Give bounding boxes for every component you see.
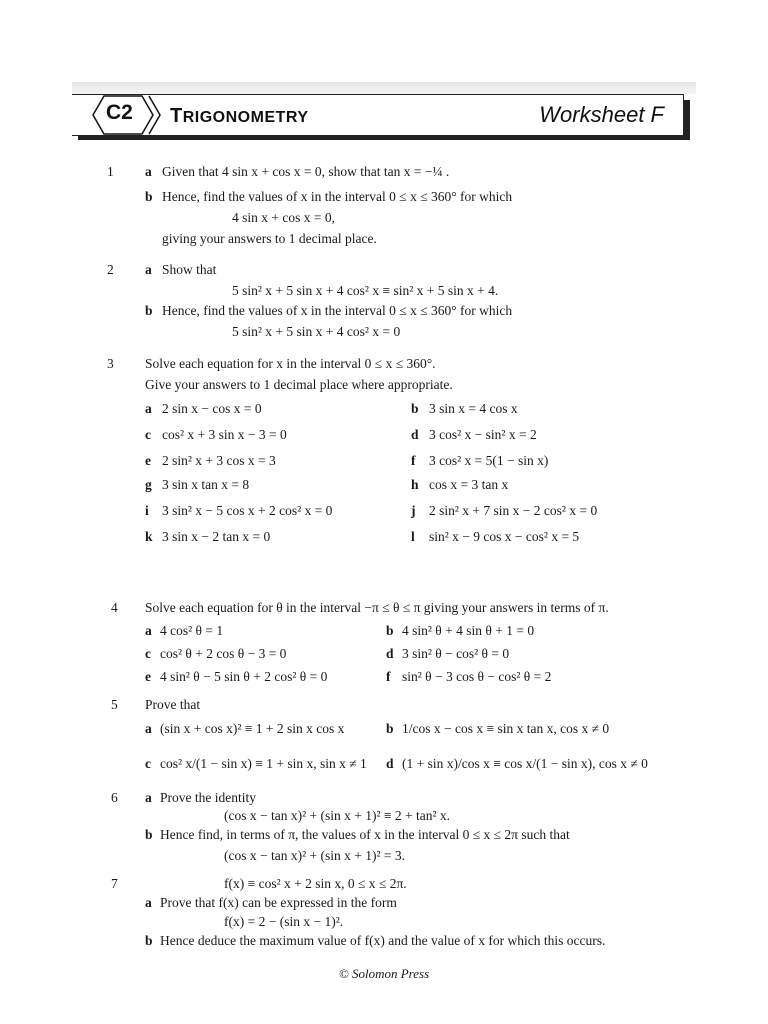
- line-q6: 6: [111, 790, 118, 805]
- line-q5a_l: a: [145, 721, 152, 736]
- line-q7a_eq: f(x) = 2 − (sin x − 1)².: [224, 914, 344, 929]
- line-q3h: cos x = 3 tan x: [429, 477, 509, 492]
- line-q5c: cos² x/(1 − sin x) ≡ 1 + sin x, sin x ≠ 1: [160, 756, 367, 771]
- line-q6a: Prove the identity: [160, 790, 256, 805]
- line-q1b_eq: 4 sin x + cos x = 0,: [232, 210, 335, 225]
- line-q4_t: Solve each equation for θ in the interval −π ≤ θ ≤ π giving your answers in terms of π.: [145, 600, 609, 615]
- line-q5d_l: d: [386, 756, 394, 771]
- line-q3i_l: i: [145, 503, 149, 518]
- line-q3i: 3 sin² x − 5 cos x + 2 cos² x = 0: [162, 503, 333, 518]
- line-q3f_l: f: [411, 453, 416, 468]
- line-q4f_l: f: [386, 669, 391, 684]
- line-q3h_l: h: [411, 477, 419, 492]
- line-q3j_l: j: [411, 503, 416, 518]
- line-q3: 3: [107, 356, 114, 371]
- line-q1b_2: giving your answers to 1 decimal place.: [162, 231, 377, 246]
- line-q2a_eq: 5 sin² x + 5 sin x + 4 cos² x ≡ sin² x + 5 sin x + 4.: [232, 283, 499, 298]
- line-q4b_l: b: [386, 623, 394, 638]
- line-q5c_l: c: [145, 756, 151, 771]
- line-q1b: Hence, find the values of x in the interval 0 ≤ x ≤ 360° for which: [162, 189, 513, 204]
- line-q3d_l: d: [411, 427, 419, 442]
- line-q4d: 3 sin² θ − cos² θ = 0: [402, 646, 510, 661]
- line-q7_eq: f(x) ≡ cos² x + 2 sin x, 0 ≤ x ≤ 2π.: [224, 876, 407, 891]
- line-q6a_eq: (cos x − tan x)² + (sin x + 1)² ≡ 2 + tan² x.: [224, 808, 451, 823]
- line-q5b_l: b: [386, 721, 394, 736]
- line-q3j: 2 sin² x + 7 sin x − 2 cos² x = 0: [429, 503, 598, 518]
- line-q3c_l: c: [145, 427, 151, 442]
- line-q4a_l: a: [145, 623, 152, 638]
- line-q3b_l: b: [411, 401, 419, 416]
- line-q3l: sin² x − 9 cos x − cos² x = 5: [429, 529, 580, 544]
- line-q3g: 3 sin x tan x = 8: [162, 477, 250, 492]
- line-q4c: cos² θ + 2 cos θ − 3 = 0: [160, 646, 287, 661]
- line-q3d: 3 cos² x − sin² x = 2: [429, 427, 537, 442]
- header-shadow-bottom: [78, 136, 690, 140]
- line-q1a_l: a: [145, 164, 152, 179]
- line-q3_t1: Solve each equation for x in the interval 0 ≤ x ≤ 360°.: [145, 356, 436, 371]
- line-q4e_l: e: [145, 669, 151, 684]
- line-q6b_l: b: [145, 827, 153, 842]
- line-q1b_l: b: [145, 189, 153, 204]
- line-q4d_l: d: [386, 646, 394, 661]
- line-q6a_l: a: [145, 790, 152, 805]
- line-q5a: (sin x + cos x)² ≡ 1 + 2 sin x cos x: [160, 721, 345, 736]
- line-q5_t: Prove that: [145, 697, 201, 712]
- line-q5d: (1 + sin x)/cos x ≡ cos x/(1 − sin x), cos x ≠ 0: [402, 756, 648, 771]
- line-q2b_l: b: [145, 303, 153, 318]
- line-q4c_l: c: [145, 646, 151, 661]
- line-q6b_eq: (cos x − tan x)² + (sin x + 1)² = 3.: [224, 848, 406, 863]
- top-band: [72, 82, 696, 94]
- line-q7a_l: a: [145, 895, 152, 910]
- line-q7b_l: b: [145, 933, 153, 948]
- worksheet-title: Worksheet F: [539, 102, 664, 127]
- line-q7a: Prove that f(x) can be expressed in the form: [160, 895, 397, 910]
- line-q4: 4: [111, 600, 118, 615]
- line-q3e_l: e: [145, 453, 151, 468]
- line-q4b: 4 sin² θ + 4 sin θ + 1 = 0: [402, 623, 535, 638]
- chapter-code: C2: [106, 101, 133, 124]
- line-q3l_l: l: [411, 529, 415, 544]
- line-q1: 1: [107, 164, 114, 179]
- line-q1a: Given that 4 sin x + cos x = 0, show that tan x = −¼ .: [162, 164, 450, 179]
- line-q3a: 2 sin x − cos x = 0: [162, 401, 262, 416]
- line-q2: 2: [107, 262, 114, 277]
- line-q4f: sin² θ − 3 cos θ − cos² θ = 2: [402, 669, 552, 684]
- line-q3_t2: Give your answers to 1 decimal place where appropriate.: [145, 377, 453, 392]
- line-q7b: Hence deduce the maximum value of f(x) and the value of x for which this occurs.: [160, 933, 606, 948]
- line-q3f: 3 cos² x = 5(1 − sin x): [429, 453, 549, 468]
- header-right-border: [683, 94, 684, 136]
- line-q2b_eq: 5 sin² x + 5 sin x + 4 cos² x = 0: [232, 324, 401, 339]
- line-q4a: 4 cos² θ = 1: [160, 623, 224, 638]
- line-q3a_l: a: [145, 401, 152, 416]
- line-q3g_l: g: [145, 477, 152, 492]
- line-q3k: 3 sin x − 2 tan x = 0: [162, 529, 271, 544]
- line-q6b: Hence find, in terms of π, the values of x in the interval 0 ≤ x ≤ 2π such that: [160, 827, 570, 842]
- line-q3c: cos² x + 3 sin x − 3 = 0: [162, 427, 287, 442]
- chapter-title: TRIGONOMETRY: [170, 105, 309, 127]
- line-q5b: 1/cos x − cos x ≡ sin x tan x, cos x ≠ 0: [402, 721, 610, 736]
- line-q2a: Show that: [162, 262, 217, 277]
- footer-copyright: © Solomon Press: [338, 966, 430, 981]
- header-shadow: [684, 100, 690, 140]
- line-q2b: Hence, find the values of x in the interval 0 ≤ x ≤ 360° for which: [162, 303, 513, 318]
- line-q4e: 4 sin² θ − 5 sin θ + 2 cos² θ = 0: [160, 669, 328, 684]
- chevron-right-icon: [148, 95, 162, 135]
- line-q7: 7: [111, 876, 118, 891]
- worksheet-header: [72, 94, 684, 136]
- line-q3k_l: k: [145, 529, 153, 544]
- line-q3e: 2 sin² x + 3 cos x = 3: [162, 453, 276, 468]
- line-q2a_l: a: [145, 262, 152, 277]
- line-q3b: 3 sin x = 4 cos x: [429, 401, 518, 416]
- line-q5: 5: [111, 697, 118, 712]
